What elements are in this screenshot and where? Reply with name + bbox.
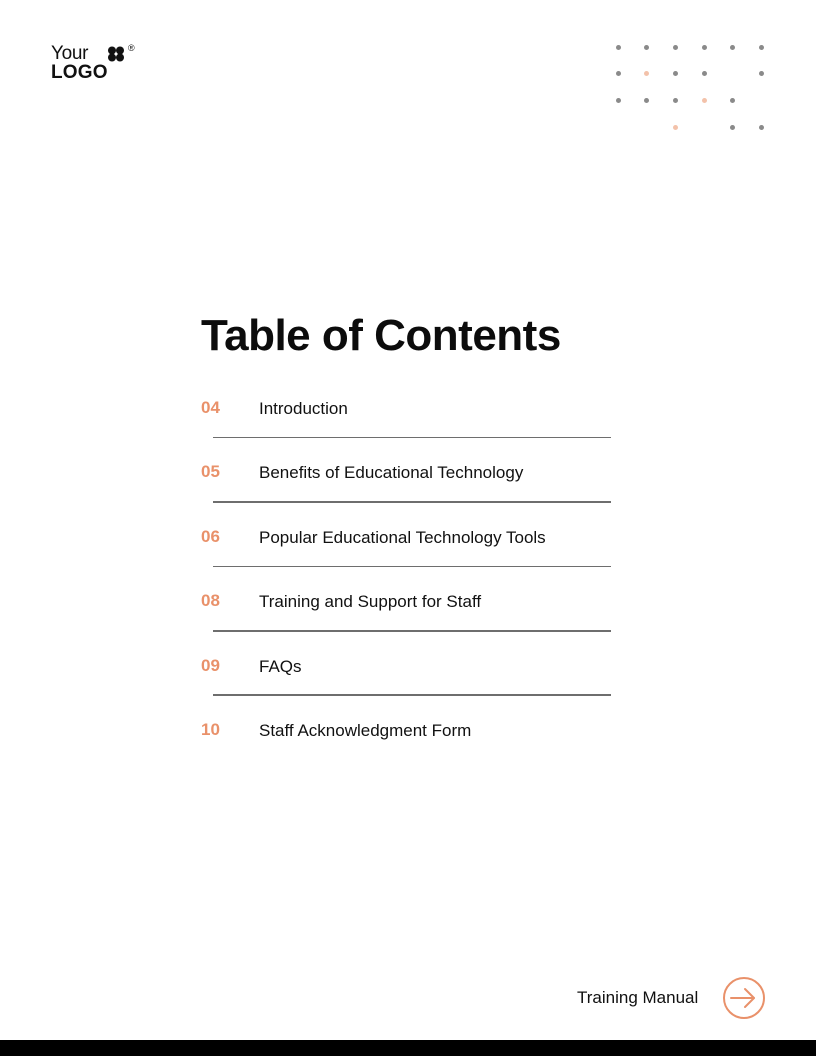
decor-dot xyxy=(616,98,621,103)
toc-item-benefits[interactable] xyxy=(201,448,611,512)
toc-item-popular-tools[interactable] xyxy=(201,513,611,577)
logo xyxy=(51,44,141,84)
toc-divider xyxy=(213,566,611,568)
decor-dot-accent xyxy=(702,98,707,103)
toc-divider xyxy=(213,437,611,439)
toc-page-number: 05 xyxy=(201,462,220,482)
toc-divider xyxy=(213,501,611,503)
decor-dot xyxy=(730,125,735,130)
toc-divider xyxy=(213,630,611,632)
decor-dot xyxy=(759,125,764,130)
decor-dot xyxy=(673,71,678,76)
toc-item-label[interactable]: Staff Acknowledgment Form xyxy=(259,720,472,740)
decor-dot xyxy=(616,45,621,50)
toc-item-label[interactable]: Training and Support for Staff xyxy=(259,592,482,612)
toc-page-number: 08 xyxy=(201,591,220,611)
logo-mark-icon xyxy=(107,46,125,62)
toc-page-number: 04 xyxy=(201,398,220,417)
decor-dot xyxy=(673,45,678,50)
toc-item-introduction[interactable] xyxy=(201,384,611,448)
decor-dot xyxy=(644,98,649,103)
decor-dot xyxy=(730,45,735,50)
toc-item-label[interactable]: Introduction xyxy=(259,399,348,418)
decor-dot xyxy=(759,45,764,50)
toc-page-number: 06 xyxy=(201,526,220,546)
toc-page-number: 09 xyxy=(201,655,220,675)
toc-item-acknowledgment-form[interactable] xyxy=(201,706,611,770)
decorative-dot-grid xyxy=(610,40,770,136)
toc-item-label[interactable]: FAQs xyxy=(259,656,302,676)
page-title: Table of Contents xyxy=(201,311,561,360)
decor-dot xyxy=(616,71,621,76)
toc-item-training-support[interactable] xyxy=(201,577,611,641)
decor-dot xyxy=(644,45,649,50)
logo-text-logo: LOGO xyxy=(51,62,108,83)
footer-bar xyxy=(0,1040,816,1056)
registered-mark: ® xyxy=(128,43,135,53)
toc-page-number: 10 xyxy=(201,719,220,739)
toc-item-label[interactable]: Benefits of Educational Technology xyxy=(259,463,524,483)
toc-item-label[interactable]: Popular Educational Technology Tools xyxy=(259,527,546,547)
decor-dot-accent xyxy=(673,125,678,130)
decor-dot xyxy=(673,98,678,103)
decor-dot xyxy=(702,45,707,50)
footer-document-label: Training Manual xyxy=(577,988,699,1007)
decor-dot-accent xyxy=(644,71,649,76)
arrow-right-circle-icon[interactable] xyxy=(722,976,766,1020)
toc-divider xyxy=(213,694,611,696)
logo-text-your: Your xyxy=(51,43,89,64)
decor-dot xyxy=(702,71,707,76)
decor-dot xyxy=(730,98,735,103)
toc-list xyxy=(201,384,611,770)
toc-item-faqs[interactable] xyxy=(201,642,611,706)
decor-dot xyxy=(759,71,764,76)
